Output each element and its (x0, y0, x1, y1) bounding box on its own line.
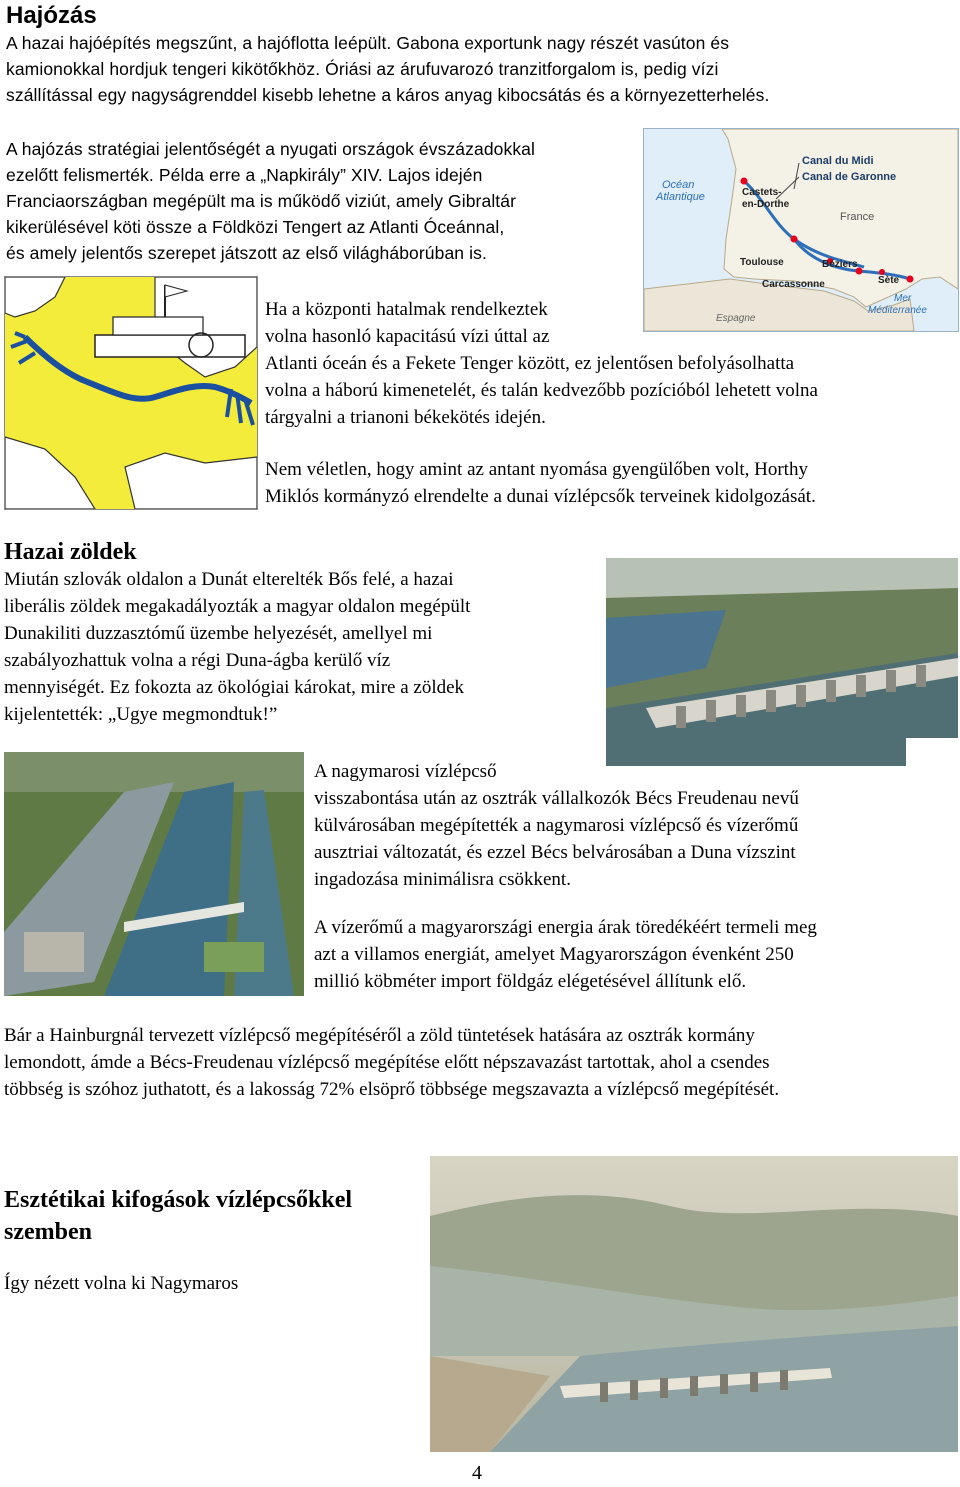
horthy-paragraph (265, 456, 955, 510)
hainburg-paragraph (4, 1022, 956, 1103)
nagymaros-paragraph (314, 758, 954, 893)
text-line: volna a háború kimenetelét, és talán kedvezőbb pozícióból lehetett volna (265, 380, 818, 401)
dam-photo-graphic (606, 558, 958, 766)
map-label-beziers: Béziers (822, 259, 858, 270)
text-line: Atlanti óceán és a Fekete Tenger között, ez jelentősen befolyásolhatta (265, 353, 795, 374)
map-label-castets: Castets- (742, 187, 782, 198)
text-line: Miután szlovák oldalon a Dunát elterelték Bős felé, a hazai (4, 569, 454, 590)
text-line: szabályozhattuk volna a régi Duna-ágba kerülő víz (4, 650, 391, 671)
map-label-mediterranee: Méditerranée (868, 305, 927, 316)
text-line: A hajózás stratégiai jelentőségét a nyugati országok évszázadokkal (6, 139, 536, 159)
text-line: liberális zöldek megakadályozták a magyar oldalon megépült (4, 596, 471, 617)
text-line: lemondott, ámde a Bécs-Freudenau vízlépcső megépítése előtt népszavazást tartottak, ahol a csendes (4, 1052, 770, 1073)
map-label-canal-garonne: Canal de Garonne (802, 171, 897, 183)
map-label-atlantique: Atlantique (656, 191, 705, 203)
central-powers-paragraph (265, 296, 955, 431)
text-line: Nem véletlen, hogy amint az antant nyomása gyengülőben volt, Horthy (265, 459, 808, 480)
text-line: ausztriai változatát, és ezzel Bécs belvárosában a Duna vízszint (314, 842, 796, 863)
map-label-canal-midi: Canal du Midi (802, 155, 874, 167)
strategic-paragraph (6, 136, 646, 266)
map-label-espagne: Espagne (716, 313, 756, 324)
freudenau-photo-graphic (4, 752, 304, 996)
text-line: Dunakiliti duzzasztómű üzembe helyezését, amellyel mi (4, 623, 433, 644)
section-heading-hajozas: Hajózás (6, 2, 97, 29)
text-line: azt a villamos energiát, amelyet Magyarországon évenként 250 (314, 944, 794, 965)
danube-illustration-graphic (5, 277, 257, 509)
map-label-en-dorthe: en-Dorthe (742, 199, 790, 210)
danube-waterway-illustration (4, 276, 258, 510)
dunakiliti-dam-photo (606, 558, 958, 766)
heading-line: szemben (4, 1219, 92, 1245)
text-line: többség is szóhoz juthatott, és a lakosság 72% elsöprő többsége megszavazta a vízlépcső megépítését. (4, 1079, 780, 1100)
map-label-ocean: Océan (662, 179, 695, 191)
freudenau-aerial-photo (4, 752, 304, 996)
text-line: Miklós kormányzó elrendelte a dunai vízlépcsők terveinek kidolgozását. (265, 486, 816, 507)
painting-graphic (430, 1156, 958, 1452)
text-line: Franciaországban megépült ma is működő viziút, amely Gibraltár (6, 191, 517, 211)
text-line: A vízerőmű a magyarországi energia árak töredékéért termeli meg (314, 917, 817, 938)
section-heading-esztetikai (4, 1184, 424, 1248)
text-line: kijelentették: „Ugye megmondtuk!” (4, 704, 278, 725)
text-line: szállítással egy nagyságrenddel kisebb lehetne a káros anyag kibocsátás és a környezetterhelés. (6, 85, 770, 105)
map-label-sete: Sète (878, 275, 900, 286)
text-line: Ha a központi hatalmak rendelkeztek (265, 299, 548, 320)
page-number: 4 (472, 1462, 482, 1484)
intro-paragraph (6, 30, 956, 108)
nagymaros-caption: Így nézett volna ki Nagymaros (4, 1273, 239, 1294)
map-label-mer: Mer (894, 293, 912, 304)
text-line: kikerülésével köti össze a Földközi Tengert az Atlanti Óceánnal, (6, 217, 505, 237)
map-label-france: France (840, 211, 875, 223)
map-label-carcassonne: Carcassonne (762, 279, 825, 290)
text-line: kamionokkal hordjuk tengeri kikötőkhöz. Óriási az árufuvarozó tranzitforgalom is, pedig vízi (6, 59, 719, 79)
section-heading-hazai-zoldek: Hazai zöldek (4, 539, 137, 565)
text-line: külvárosában megépítették a nagymarosi vízlépcső és vízerőmű (314, 815, 799, 836)
energy-paragraph (314, 914, 954, 995)
text-line: visszabontása után az osztrák vállalkozók Bécs Freudenau nevű (314, 788, 799, 809)
text-line: A nagymarosi vízlépcső (314, 761, 497, 782)
text-line: A hazai hajóépítés megszűnt, a hajóflotta leépült. Gabona exportunk nagy részét vasúton és (6, 33, 730, 53)
hazai-zoldek-paragraph (4, 566, 604, 728)
text-line: ezelőtt felismerték. Példa erre a „Napkirály” XIV. Lajos idején (6, 165, 483, 185)
text-line: millió köbméter import földgáz elégetésével állítunk elő. (314, 971, 747, 992)
text-line: Bár a Hainburgnál tervezett vízlépcső megépítéséről a zöld tüntetések hatására az osztrák kormány (4, 1025, 755, 1046)
nagymaros-painting (430, 1156, 958, 1452)
text-line: mennyiségét. Ez fokozta az ökológiai károkat, mire a zöldek (4, 677, 465, 698)
text-line: és amely jelentős szerepet játszott az első világháborúban is. (6, 243, 487, 263)
text-line: volna hasonló kapacitású vízi úttal az (265, 326, 550, 347)
heading-line: Esztétikai kifogások vízlépcsőkkel (4, 1187, 353, 1213)
text-line: tárgyalni a trianoni békekötés idején. (265, 407, 546, 428)
text-line: ingadozása minimálisra csökkent. (314, 869, 571, 890)
map-label-toulouse: Toulouse (740, 257, 784, 268)
